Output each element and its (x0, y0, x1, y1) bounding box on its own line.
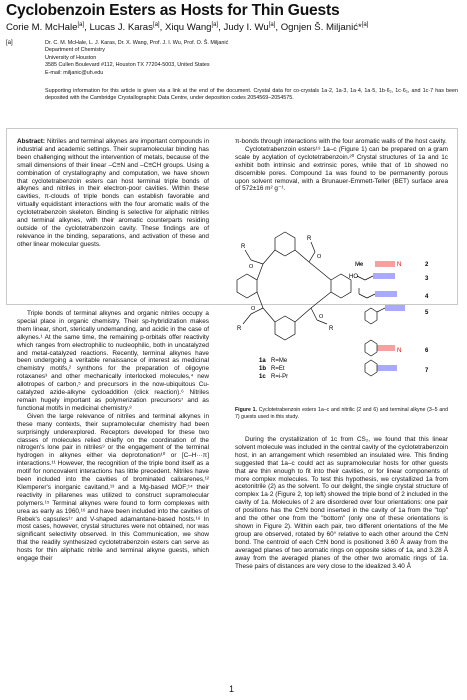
r-group-label: R (241, 244, 246, 250)
body-right-column: During the crystallization of 1c from CS₂, we found that this linear solvent molecule was included in the central cavity of the cyclotetrabenzoin host, in an arrangement which resembled an insulated wire. This finding suggested that 1a–c could act as supramolecular hosts for other guests that are thin enough to fit into their cavities, or for linear components of more complex molecules. To test this hypothesis, we crystallized 1a from acetonitrile (2) as the solvent. To our delight, the single crystal structure of complex 1a·2 (Figure 2, top left) showed the triple bond of 2 included in the cavity of 1a. Molecules of 2 are disordered over four orientations: one pair of positions has the C≡N bond inserted in the cavity of 1a from the "top" and the other one from the "bottom" (only one of these orientations is shown in Figure 2). Within each pair, two different orientations of the Me group are observed, rotated by 60° relative to each other around the C≡N bond. The centroid of each C≡N bond is positioned 3.60 Å away from the averaged planes of two aromatic rings on opposite sides of 1a, and 3.28 Å away from the averaged planes of the other two aromatic rings of 1a. These pairs of distances are very close to the idealized 3.40 Å (235, 436, 448, 570)
body-left-column: Triple bonds of terminal alkynes and organic nitriles occupy a special place in organic chemistry. Their sp-hybridization makes them linear, short, sterically undemanding, and acidic in the case of alkynes.¹ At the same time, the remaining p-orbitals offer reactivity which ranges from electrophilic to nucleophilic, both in uncatalyzed and metal-catalyzed reactions. Recently, terminal alkynes have been undergoing a veritable renaissance of interest as medicinal chemistry motifs,² synthons for the preparation of oligoyne rotaxanes³ and other mechanically interlocked molecules,⁴ new allotropes of carbon,⁵ and precursors in the now-ubiquitous Cu-catalyzed azide-alkyne cycloaddition (click reaction).⁶ Nitriles remain hugely important as polymerization precursors⁷ and as functional motifs in medicinal chemistry.⁸ Given the large relevance of nitriles and terminal alkynes in these many contexts, their supramolecular chemistry had been surprisingly underexplored. Receptors developed for these two classes of molecules relied chiefly on the coordination of the nitrogen's lone pair in nitriles⁹ or the engagement of the terminal hydrogen in alkynes either via deprotonation¹⁰ or [C–H···π] interactions.¹¹ However, the recognition of the triple bond itself as a motif for noncovalent interactions has little precedent. Nitriles have been included into the cavities of brominated calixarenes,¹² Klemperer's inorganic cavitand,¹³ and a Mg-based MOF;¹⁴ their reactivity in pillarenes was utilized to construct supramolecular polymers.¹⁵ Terminal alkynes were found to form complexes with urea as early as 1960,¹⁶ and have been included into the cavities of Rebek's capsules¹⁷ and V-shaped adamantane-based hosts.¹⁸ In most cases, however, crystal structures were not obtained, nor was significant selectivity observed. In this Communication, we show that the readily synthesized cyclotetrabenzoin esters can serve as hosts for thin aliphatic nitrile and terminal alkyne guests, which engage their (17, 310, 209, 563)
author-name: Lucas J. Karas (89, 22, 153, 33)
oxygen-label: O (251, 306, 256, 312)
host-label: 1a (259, 358, 266, 364)
author-name: Xiqu Wang (164, 22, 212, 33)
supporting-info-note: Supporting information for this article is given via a link at the end of the document. Crystal data for co-crystals 1a·2, 1a·3, 1a·4, 1a·5, 1b·6₂, 1c·6₂, and 1c·7 has been deposited with the Cambridge Crystallographic Data Centre, under deposition codes 2054569–2054575. (45, 88, 458, 102)
oxygen-label: O (249, 264, 254, 270)
host-substituent: R=Et (271, 366, 285, 372)
oxygen-label: O (317, 254, 322, 260)
author-list: Corie M. McHale[a], Lucas J. Karas[a], Xiqu Wang[a], Judy I. Wu[a], Ognjen Š. Miljanić*[a] (6, 21, 369, 33)
r-group-label: R (329, 326, 334, 332)
page-number: 1 (229, 684, 235, 694)
nitrile-n-label: N (397, 348, 402, 354)
guest-number: 5 (425, 310, 429, 316)
author-name: Corie M. McHale (6, 22, 78, 33)
r-group-label: R (307, 236, 312, 242)
author-name: Ognjen Š. Miljanić* (280, 22, 362, 33)
guest-number: 4 (425, 294, 429, 300)
figure-1 (235, 228, 448, 408)
guest-number: 2 (425, 262, 429, 268)
oxygen-label: O (319, 314, 324, 320)
nitrile-n-label: N (397, 262, 402, 268)
host-label: 1b (259, 366, 267, 372)
abstract-text: Abstract: Nitriles and terminal alkynes are important compounds in industrial and academic settings. Their supramolecular binding has been challenging without the intervention of metals, because of the small dimensions of their linear –C≡N and –C≡CH groups. Using a combination of crystallography and computation, we have shown that cyclotetrabenzoin esters can host terminal triple bonds of alkynes and nitriles in their electron-poor cavities. Within these cavities, π-clouds of triple bonds can establish favorable and virtually equidistant interactions with the four aromatic walls of the cyclotetrabenzoin skeleton. Binding is selective for aliphatic nitriles and terminal alkynes, with their aromatic counterparts residing outside of the cyclotetrabenzoin cavity. These findings are of relevance in the binding, separations, and activation of these and other linear molecular guests. (17, 138, 209, 248)
guest-number: 3 (425, 276, 429, 282)
affiliation-block: Dr. C. M. McHale, L. J. Karas, Dr. X. Wang, Prof. J. I. Wu, Prof. O. Š. Miljanić Department of Chemistry University of Houston 3585 Cullen Boulevard #112, Houston TX 77204-5003, United States E-mail: miljanic@uh.edu (45, 40, 229, 76)
affiliation-mark: [a] (6, 40, 13, 46)
host-label: 1c (259, 374, 266, 380)
r-group-label: R (237, 326, 242, 332)
figure-caption: Figure 1. Cyclotetrabenzoin esters 1a–c and nitrilic (2 and 6) and terminal alkyne (3–5 and 7) guests used in this study. (235, 407, 449, 420)
author-name: Judy I. Wu (223, 22, 269, 33)
guest-number: 7 (425, 368, 429, 374)
guest-label: Me (355, 262, 364, 268)
host-substituent: R=Me (271, 358, 288, 364)
guest-label: HO (349, 274, 358, 280)
right-column-top: π-bonds through interactions with the four aromatic walls of the host cavity. Cyclotetrabenzoin esters¹⁹ 1a–c (Figure 1) can be prepared on a gram scale by acylation of cyclotetrabenzoin.²⁰ Crystal structures of 1a and 1c exhibit both intrinsic and extrinsic pores, while that of 1b showed no discernible pores. Compound 1a was found to be permanently porous upon solvent removal, with a Brunauer-Emmett-Teller (BET) surface area of 572±16 m² g⁻¹. (235, 138, 448, 193)
guest-number: 6 (425, 348, 429, 354)
figure-1-graphic (235, 228, 448, 408)
paper-title: Cyclobenzoin Esters as Hosts for Thin Guests (6, 2, 340, 19)
host-substituent: R=i-Pr (271, 374, 289, 380)
